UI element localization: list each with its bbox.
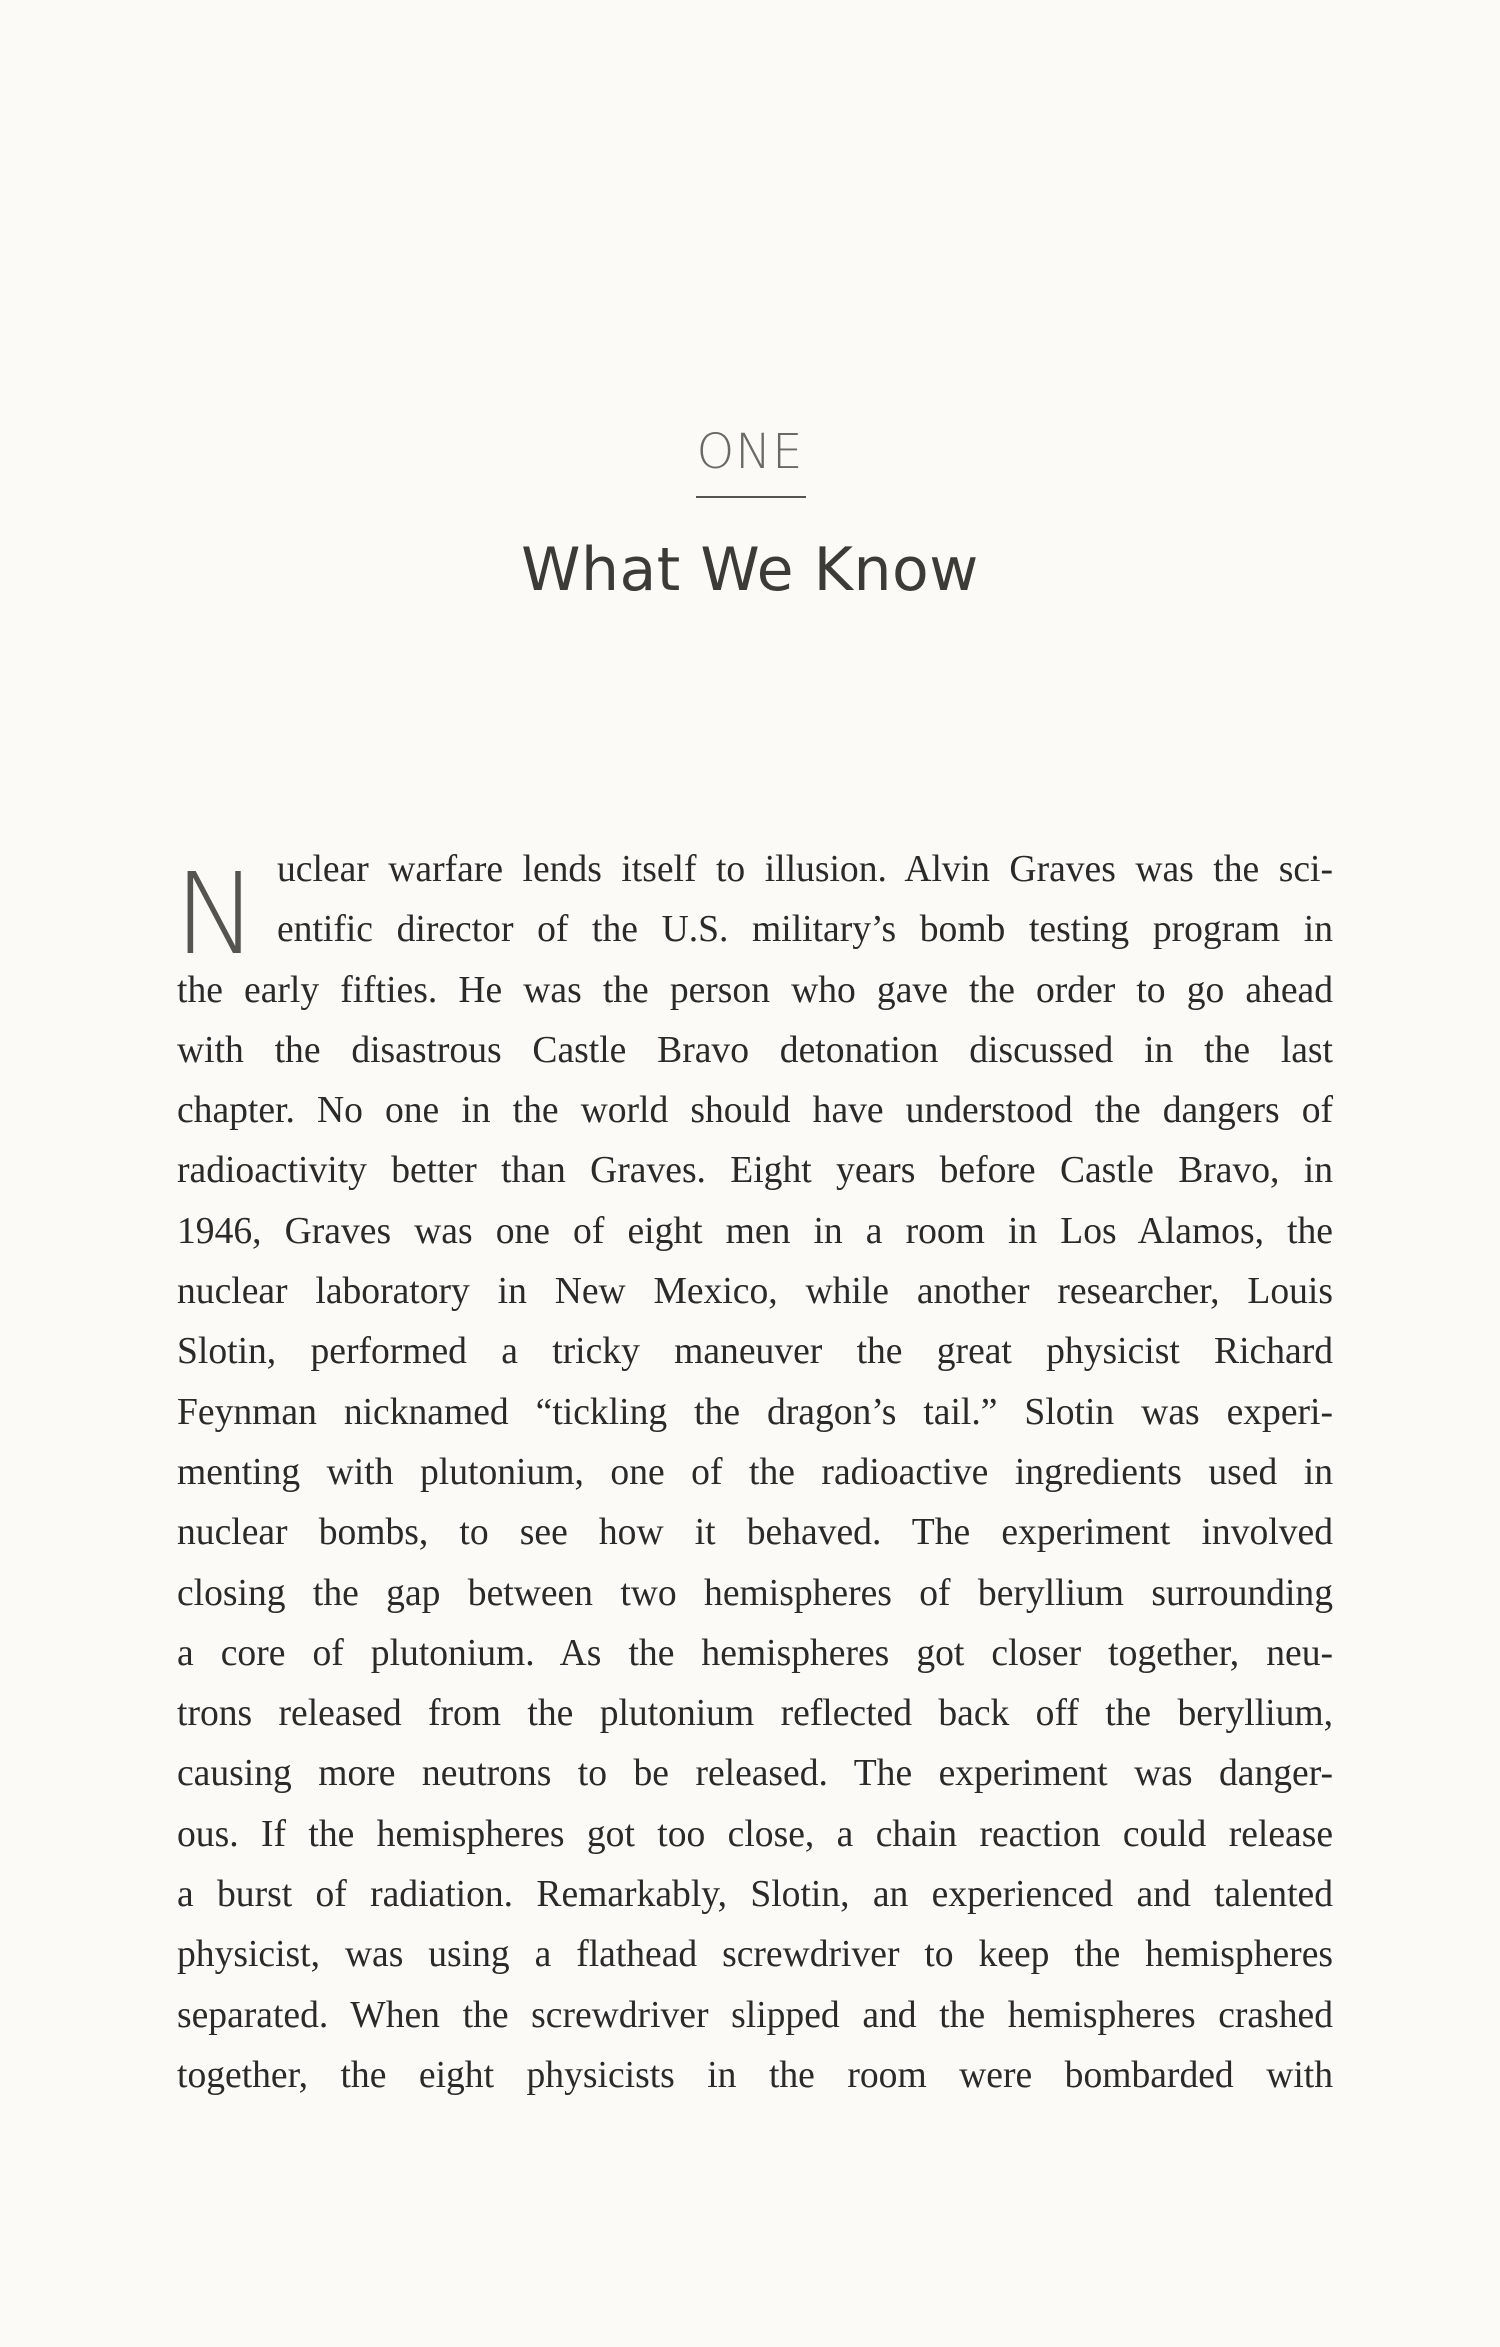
text-line: a burst of radiation. Remarkably, Slotin, an experienced and talented	[177, 1874, 1333, 1916]
text-line: a core of plutonium. As the hemispheres got closer together, neu-	[177, 1632, 1333, 1674]
text-line: entific director of the U.S. military’s bomb testing program in	[277, 909, 1333, 951]
text-line: separated. When the screwdriver slipped and the hemispheres crashed	[177, 1994, 1333, 2036]
text-line: nuclear laboratory in New Mexico, while another researcher, Louis	[177, 1271, 1333, 1313]
text-line: menting with plutonium, one of the radioactive ingredients used in	[177, 1451, 1333, 1493]
text-line: nuclear bombs, to see how it behaved. The experiment involved	[177, 1512, 1333, 1554]
text-line: trons released from the plutonium reflected back off the beryllium,	[177, 1693, 1333, 1735]
text-line: uclear warfare lends itself to illusion. Alvin Graves was the sci-	[277, 849, 1333, 890]
text-line: Feynman nicknamed “tickling the dragon’s tail.” Slotin was experi-	[177, 1391, 1333, 1433]
chapter-divider	[696, 496, 806, 498]
text-line: radioactivity better than Graves. Eight years before Castle Bravo, in	[177, 1150, 1333, 1192]
body-paragraph	[174, 840, 1333, 2106]
drop-cap: N	[174, 850, 258, 980]
text-line: ous. If the hemispheres got too close, a chain reaction could release	[177, 1813, 1333, 1855]
text-line: 1946, Graves was one of eight men in a room in Los Alamos, the	[177, 1210, 1333, 1252]
text-line: causing more neutrons to be released. The experiment was danger-	[177, 1753, 1333, 1795]
text-line: closing the gap between two hemispheres of beryllium surrounding	[177, 1572, 1333, 1614]
text-line: together, the eight physicists in the room were bombarded with	[177, 2054, 1333, 2096]
chapter-title: What We Know	[521, 535, 979, 605]
text-line: physicist, was using a flathead screwdriver to keep the hemispheres	[177, 1934, 1333, 1976]
chapter-number: ONE	[696, 424, 804, 480]
text-line: Slotin, performed a tricky maneuver the great physicist Richard	[177, 1331, 1333, 1373]
text-line: the early fifties. He was the person who gave the order to go ahead	[177, 969, 1333, 1011]
text-line: chapter. No one in the world should have understood the dangers of	[177, 1090, 1333, 1132]
text-line: with the disastrous Castle Bravo detonation discussed in the last	[177, 1029, 1333, 1071]
